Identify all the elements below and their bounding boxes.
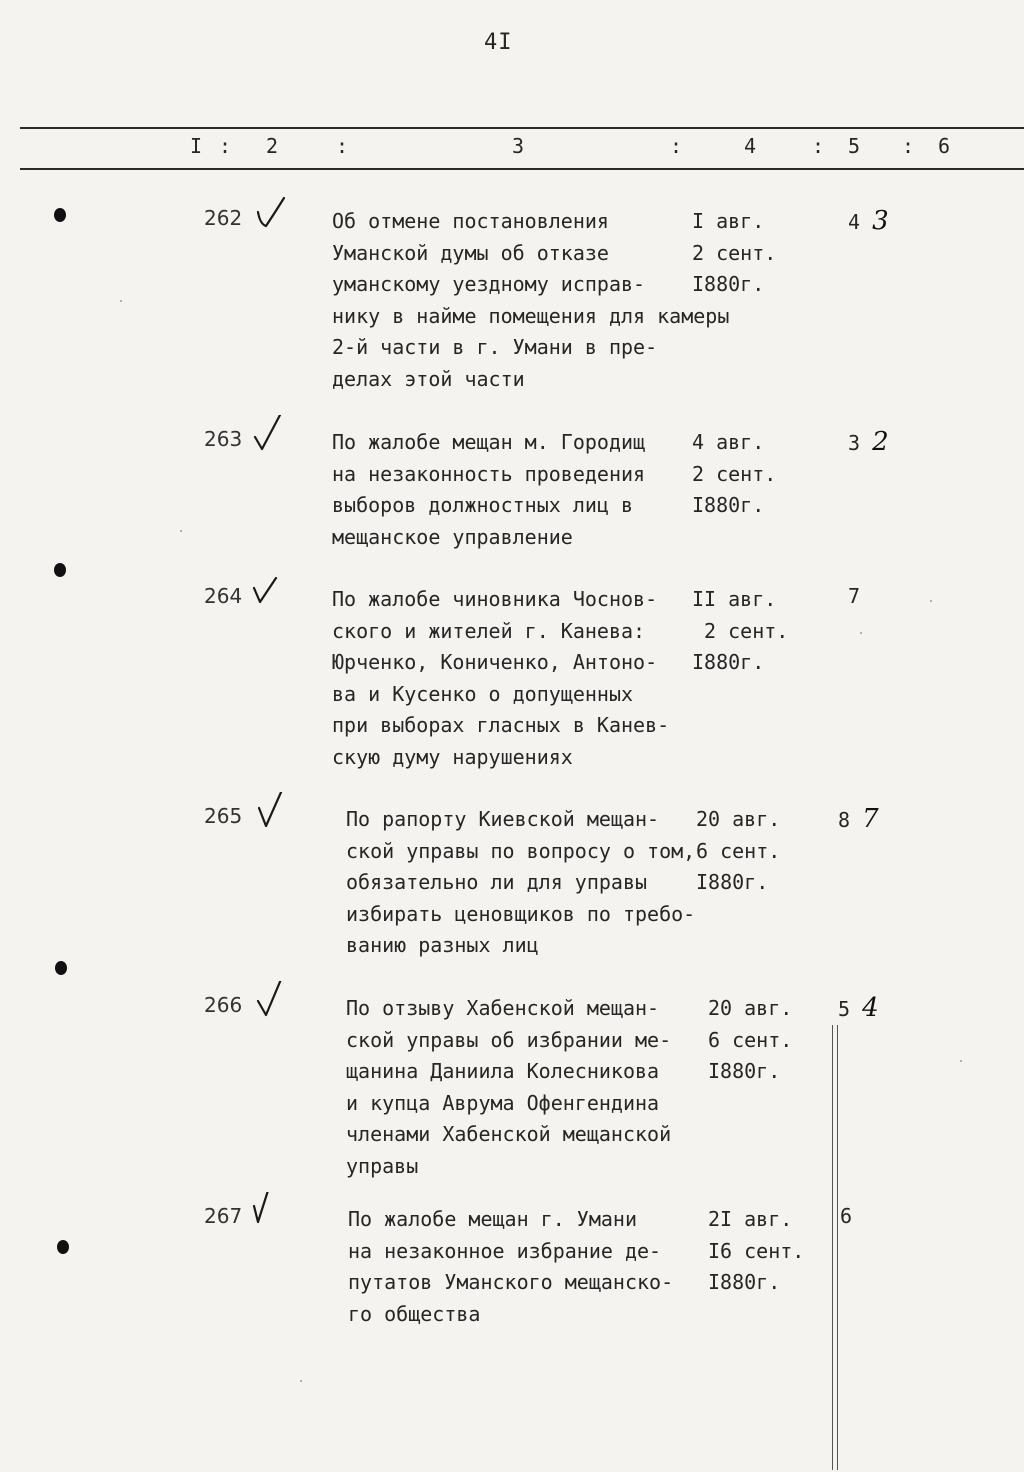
column-separator: : <box>670 134 683 158</box>
check-mark-icon <box>256 792 292 832</box>
column-header-3: 3 <box>512 134 525 158</box>
header-bottom-rule <box>20 168 1024 170</box>
column-header-4: 4 <box>744 134 757 158</box>
entry-number: 262 <box>204 206 243 230</box>
check-mark-icon <box>250 1192 286 1232</box>
entry-number: 265 <box>204 804 243 828</box>
entry-number: 267 <box>204 1204 243 1228</box>
check-mark-icon <box>254 194 290 234</box>
entry-description: По жалобе мещан г. Умани на незаконное избрание де- путатов Уманского мещанско- го общества <box>348 1207 674 1326</box>
column-separator: : <box>812 134 825 158</box>
entry-dates: 2I авг. I6 сент. I880г. <box>708 1207 805 1295</box>
handwritten-sheet-count: 2 <box>872 427 889 457</box>
column-separator: : <box>219 134 232 158</box>
handwritten-sheet-count: 3 <box>872 206 889 236</box>
punch-hole <box>54 208 66 222</box>
column-separator: : <box>902 134 915 158</box>
entry-sheet-count: 5 4 <box>838 993 879 1023</box>
column-header-2: 2 <box>266 134 279 158</box>
entry-dates: I авг. 2 сент. I880г. <box>692 209 777 297</box>
margin-vertical-line <box>832 1025 838 1470</box>
column-header-1: I <box>190 134 203 158</box>
scan-speck <box>180 530 182 532</box>
entry-description: По отзыву Хабенской мещан- ской управы об избрании ме- щанина Даниила Колесникова и купца Аврума Офенгендина членами Хабенской мещанской управы <box>346 996 672 1178</box>
page-number: 4I <box>484 30 513 55</box>
check-mark-icon <box>254 981 290 1021</box>
entry-description: По жалобе чиновника Чоснов- ского и жителей г. Канева: Юрченко, Кониченко, Антоно- ва и Кусенко о допущенных при выборах гласных в Канев- скую думу нарушениях <box>332 587 670 769</box>
handwritten-sheet-count: 4 <box>862 993 879 1023</box>
punch-hole <box>57 1240 69 1254</box>
punch-hole <box>54 563 66 577</box>
check-mark-icon <box>250 415 286 455</box>
entry-description: По жалобе мещан м. Городищ на незаконность проведения выборов должностных лиц в мещанское управление <box>332 430 646 549</box>
entry-dates: 20 авг. 6 сент. I880г. <box>708 996 793 1084</box>
entry-sheet-count: 4 3 <box>848 206 889 236</box>
entry-dates: 4 авг. 2 сент. I880г. <box>692 430 777 518</box>
entry-number: 264 <box>204 584 243 608</box>
scan-speck <box>120 300 122 302</box>
entry-sheet-count: 7 <box>848 584 861 608</box>
entry-number: 266 <box>204 993 243 1017</box>
entry-number: 263 <box>204 427 243 451</box>
column-header-6: 6 <box>938 134 951 158</box>
entry-sheet-count: 6 <box>840 1204 853 1228</box>
column-separator: : <box>336 134 349 158</box>
scan-speck <box>930 600 932 602</box>
check-mark-icon <box>248 572 284 612</box>
entry-description: Об отмене постановления Уманской думы об отказе уманскому уездному исправ- нику в найме помещения для камеры 2-й части в г. Умани в пре- делах этой части <box>332 209 730 391</box>
entry-sheet-count: 8 7 <box>838 804 879 834</box>
entry-sheet-count: 3 2 <box>848 427 889 457</box>
entry-dates: II авг. 2 сент. I880г. <box>692 587 789 675</box>
entry-dates: 20 авг. 6 сент. I880г. <box>696 807 781 895</box>
handwritten-sheet-count: 7 <box>862 804 879 834</box>
column-header-5: 5 <box>848 134 861 158</box>
scan-speck <box>300 1380 302 1382</box>
scan-speck <box>860 632 862 634</box>
punch-hole <box>55 961 67 975</box>
entry-description: По рапорту Киевской мещан- ской управы по вопросу о том, обязательно ли для управы избирать ценовщиков по требо- ванию разных лиц <box>346 807 696 958</box>
header-top-rule <box>20 127 1024 129</box>
scan-speck <box>960 1060 962 1062</box>
